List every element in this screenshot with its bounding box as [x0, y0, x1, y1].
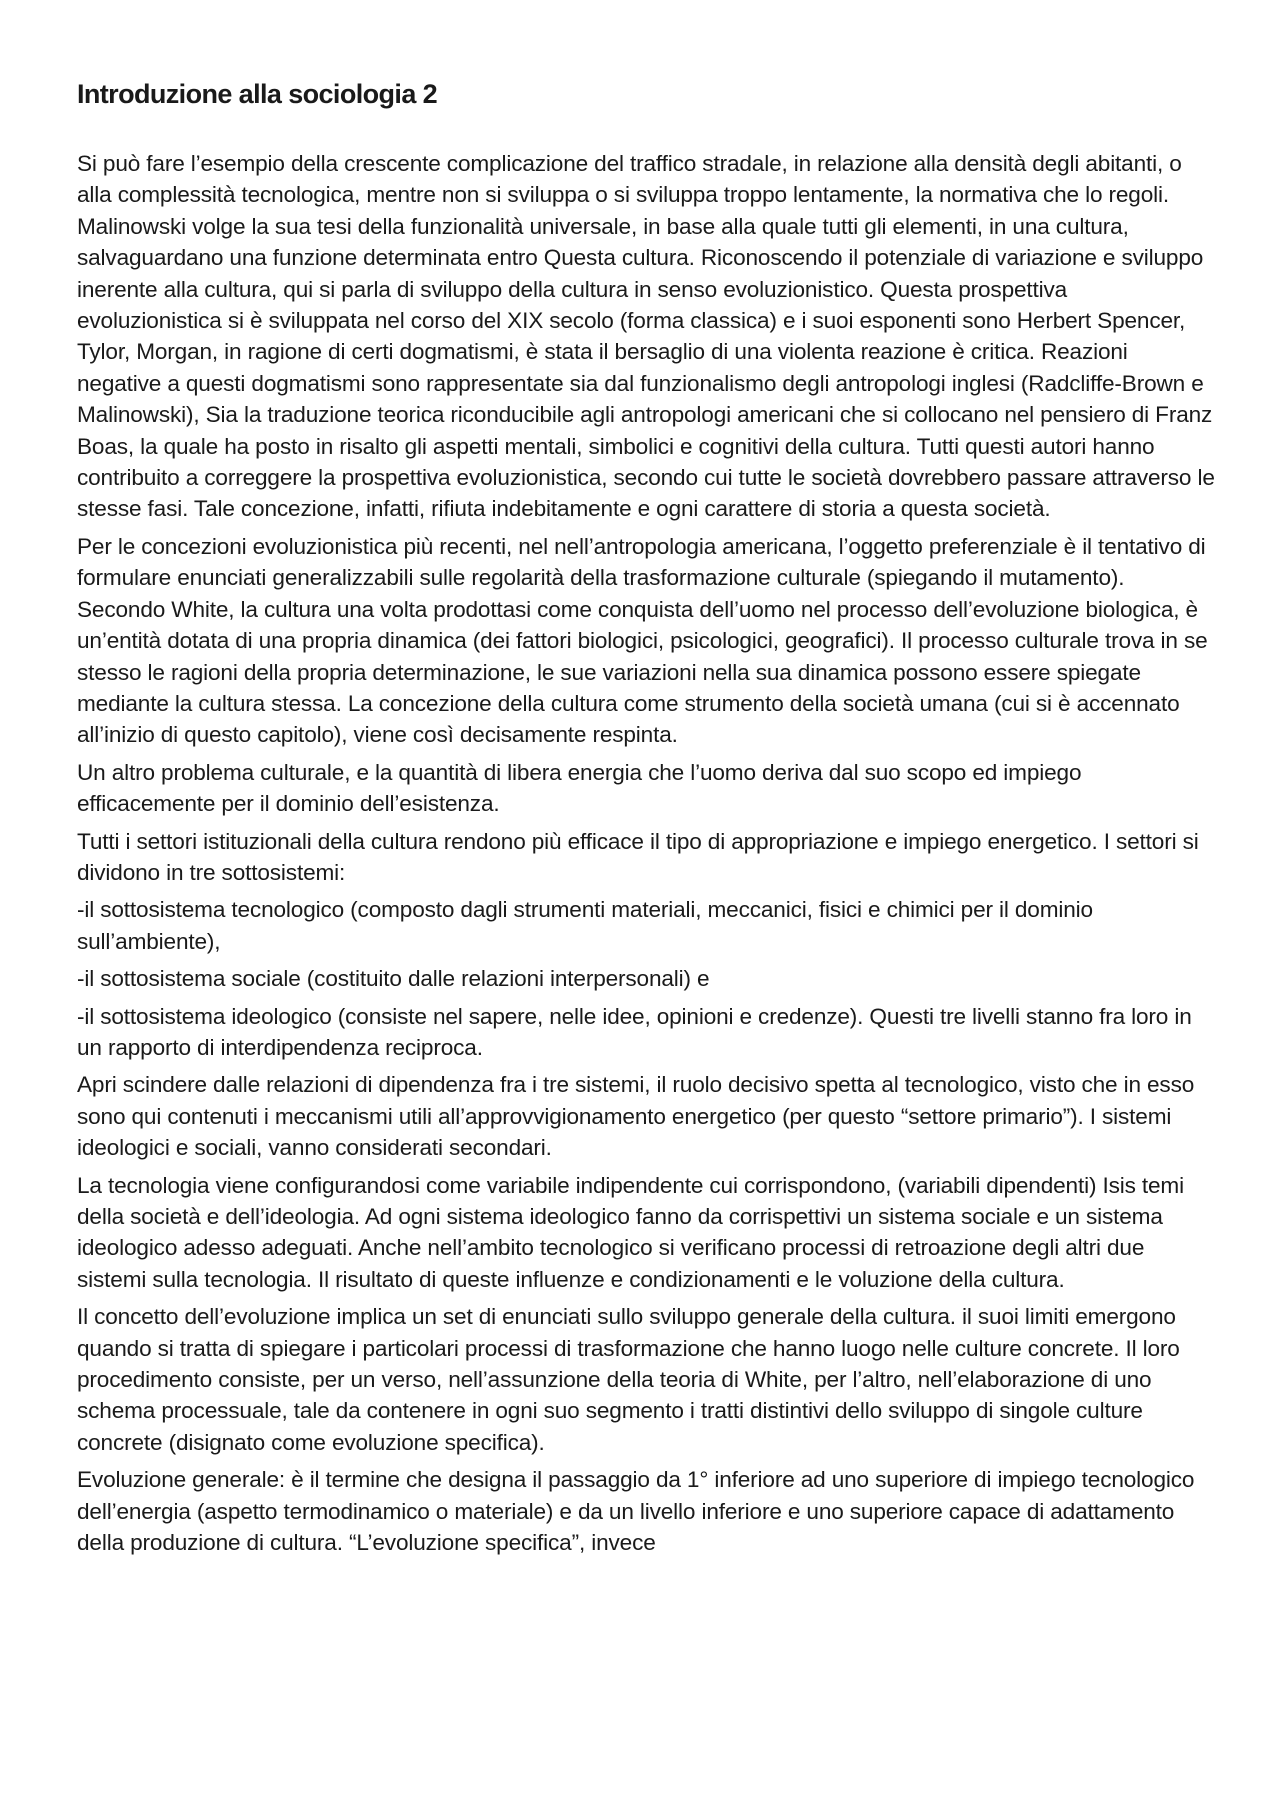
paragraph: Il concetto dell’evoluzione implica un set di enunciati sullo sviluppo generale della cultura. il suoi limiti emergono quando si tratta di spiegare i particolari processi di trasformazione che hanno luogo nelle culture concrete. Il loro procedimento consiste, per un verso, nell’assunzione della teoria di White, per l’altro, nell’elaborazione di uno schema processuale, tale da contenere in ogni suo segmento i tratti distintivi dello sviluppo di singole culture concrete (disignato come evoluzione specifica).: [77, 1304, 1180, 1455]
paragraph: Evoluzione generale: è il termine che designa il passaggio da 1° inferiore ad uno superiore di impiego tecnologico dell’energia (aspetto termodinamico o materiale) e da un livello inferiore e uno superiore capace di adattamento della produzione di cultura. “L’evoluzione specifica”, invece: [77, 1467, 1195, 1556]
paragraph: Apri scindere dalle relazioni di dipendenza fra i tre sistemi, il ruolo decisivo spetta al tecnologico, visto che in esso sono qui contenuti i meccanismi utili all’approvvigionamento energetico (per questo “settore primario”). I sistemi ideologici e sociali, vanno considerati secondari.: [77, 1072, 1195, 1161]
paragraph: Per le concezioni evoluzionistica più recenti, nel nell’antropologia americana, l’oggetto preferenziale è il tentativo di formulare enunciati generalizzabili sulle regolarità della trasformazione culturale (spiegando il mutamento). Secondo White, la cultura una volta prodottasi come conquista dell’uomo nel processo dell’evoluzione biologica, è un’entità dotata di una propria dinamica (dei fattori biologici, psicologici, geografici). Il processo culturale trova in se stesso le ragioni della propria determinazione, le sue variazioni nella sua dinamica possono essere spiegate mediante la cultura stessa. La concezione della cultura come strumento della società umana (cui si è accennato all’inizio di questo capitolo), viene così decisamente respinta.: [77, 533, 1208, 748]
paragraph: La tecnologia viene configurandosi come variabile indipendente cui corrispondono, (variabili dipendenti) Isis temi della società e dell’ideologia. Ad ogni sistema ideologico fanno da corrispettivi un sistema sociale e un sistema ideologico adesso adeguati. Anche nell’ambito tecnologico si verificano processi di retroazione degli altri due sistemi sulla tecnologia. Il risultato di queste influenze e condizionamenti e le voluzione della cultura.: [77, 1172, 1184, 1292]
list-item: -il sottosistema tecnologico (composto dagli strumenti materiali, meccanici, fisici e chimici per il dominio sull’ambiente),: [77, 897, 1093, 954]
paragraph: Un altro problema culturale, e la quantità di libera energia che l’uomo deriva dal suo scopo ed impiego efficacemente per il dominio dell’esistenza.: [77, 759, 1082, 817]
list-item: -il sottosistema ideologico (consiste nel sapere, nelle idee, opinioni e credenze). Questi tre livelli stanno fra loro in un rapporto di interdipendenza reciproca.: [77, 1003, 1192, 1060]
paragraph: Tutti i settori istituzionali della cultura rendono più efficace il tipo di appropriazione e impiego energetico. I settori si dividono in tre sottosistemi:: [77, 828, 1199, 885]
page-title: Introduzione alla sociologia 2: [77, 79, 438, 109]
paragraph: Si può fare l’esempio della crescente complicazione del traffico stradale, in relazione alla densità degli abitanti, o alla complessità tecnologica, mentre non si sviluppa o si sviluppa troppo lentamente, la normativa che lo regoli. Malinowski volge la sua tesi della funzionalità universale, in base alla quale tutti gli elementi, in una cultura, salvaguardano una funzione determinata entro Questa cultura. Riconoscendo il potenziale di variazione e sviluppo inerente alla cultura, qui si parla di sviluppo della cultura in senso evoluzionistico. Questa prospettiva evoluzionistica si è sviluppata nel corso del XIX secolo (forma classica) e i suoi esponenti sono Herbert Spencer, Tylor, Morgan, in ragione di certi dogmatismi, è stata il bersaglio di una violenta reazione è critica. Reazioni negative a questi dogmatismi sono rappresentate sia dal funzionalismo degli antropologi inglesi (Radcliffe-Brown e Malinowski), Sia la traduzione teorica riconducibile agli antropologi americani che si collocano nel pensiero di Franz Boas, la quale ha posto in risalto gli aspetti mentali, simbolici e cognitivi della cultura. Tutti questi autori hanno contribuito a correggere la prospettiva evoluzionistica, secondo cui tutte le società dovrebbero passare attraverso le stesse fasi. Tale concezione, infatti, rifiuta indebitamente e ogni carattere di storia a questa società.: [77, 151, 1215, 522]
document-page: [77, 70, 1217, 1564]
list-item: -il sottosistema sociale (costituito dalle relazioni interpersonali) e: [77, 966, 710, 992]
